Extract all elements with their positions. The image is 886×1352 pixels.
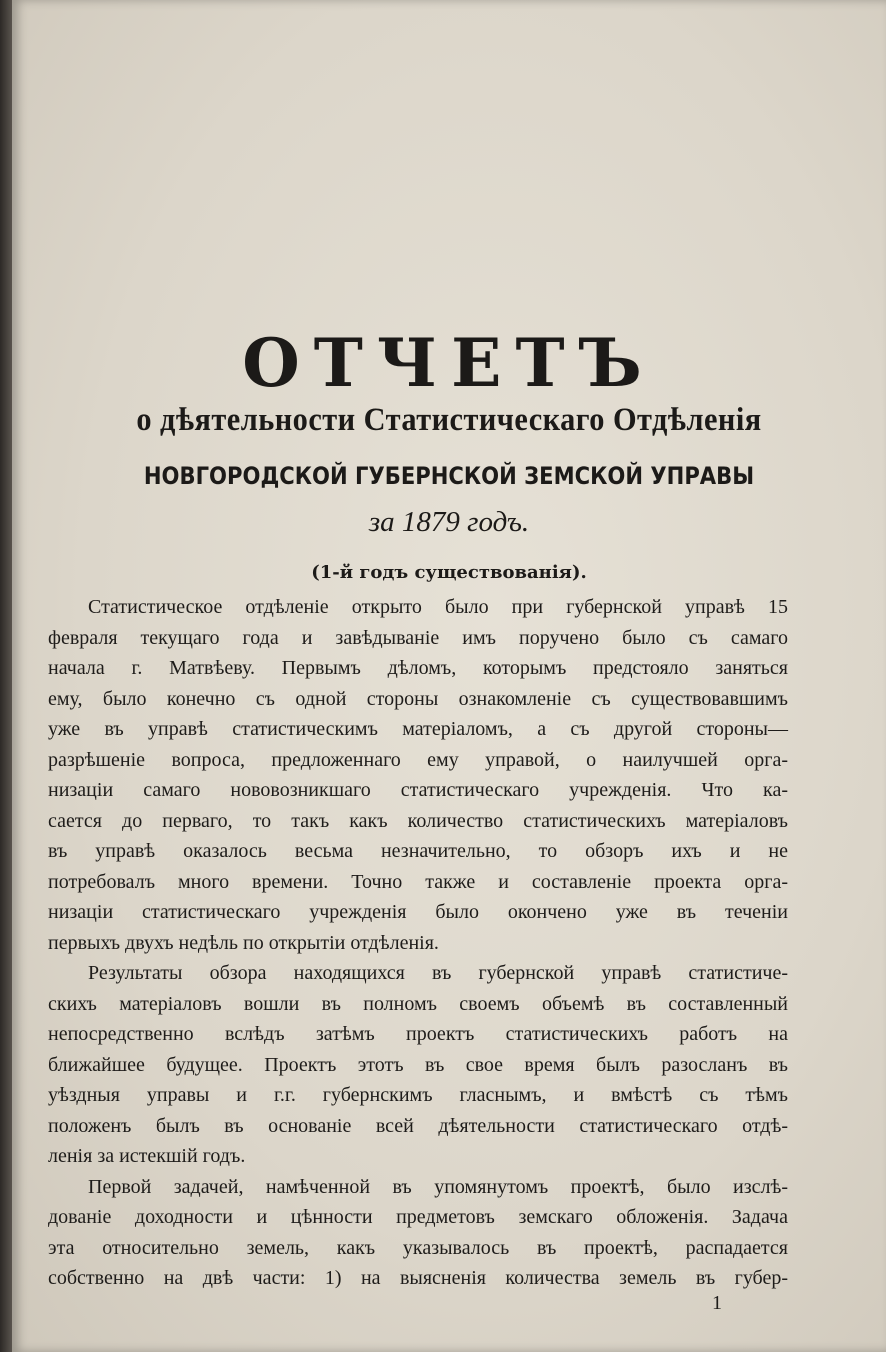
document-existence-note: (1-й годъ существованія). <box>311 562 587 583</box>
text-line: въ управѣ оказалось весьма незначительно, то обзоръ ихъ и не <box>48 840 788 862</box>
page-number: 1 <box>712 1292 722 1314</box>
document-subtitle: о дѣятельности Статистическаго Отдѣленія <box>136 402 762 438</box>
text-line: ленія за истекшій годъ. <box>48 1145 246 1167</box>
text-line: первыхъ двухъ недѣль по открытіи отдѣленія. <box>48 931 439 954</box>
text-line: сается до перваго, то такъ какъ количество статистическихъ матеріаловъ <box>48 809 788 832</box>
text-line: Результаты обзора находящихся въ губернской управѣ статистиче- <box>88 962 788 984</box>
text-line: разрѣшеніе вопроса, предложеннаго ему управой, о наилучшей орга- <box>48 748 788 771</box>
text-line: потребовалъ много времени. Точно также и составленіе проекта орга- <box>48 870 788 893</box>
text-line: непосредственно вслѣдъ затѣмъ проектъ статистическихъ работъ на <box>48 1023 788 1045</box>
text-line: Первой задачей, намѣченной въ упомянутомъ проектѣ, было изслѣ- <box>88 1175 788 1198</box>
text-line: начала г. Матвѣеву. Первымъ дѣломъ, которымъ предстояло заняться <box>48 657 788 679</box>
text-line: скихъ матеріаловъ вошли въ полномъ своемъ объемѣ въ составленный <box>48 992 788 1015</box>
text-line: уже въ управѣ статистическимъ матеріаломъ, а съ другой стороны— <box>48 718 788 740</box>
document-page <box>12 0 886 1352</box>
text-line: собственно на двѣ части: 1) на выясненія количества земель въ губер- <box>48 1267 788 1289</box>
text-line: низаціи статистическаго учрежденія было окончено уже въ теченіи <box>48 901 788 923</box>
text-line: Статистическое отдѣленіе открыто было при губернской управѣ 15 <box>88 596 788 618</box>
text-line: ему, было конечно съ одной стороны ознакомленіе съ существовавшимъ <box>48 687 788 710</box>
document-body <box>48 592 788 1294</box>
text-line: уѣздныя управы и г.г. губернскимъ гласнымъ, и вмѣстѣ съ тѣмъ <box>48 1084 788 1106</box>
document-organization: НОВГОРОДСКОЙ ГУБЕРНСКОЙ ЗЕМСКОЙ УПРАВЫ <box>143 462 755 490</box>
text-line: ближайшее будущее. Проектъ этотъ въ свое время былъ разосланъ въ <box>48 1053 788 1076</box>
text-line: низаціи самаго нововозникшаго статистическаго учрежденія. Что ка- <box>48 779 788 801</box>
document-title: ОТЧЕТЪ <box>242 324 656 402</box>
text-line: эта относительно земель, какъ указывалось въ проектѣ, распадается <box>48 1236 788 1259</box>
page-binding-edge <box>0 0 12 1352</box>
document-year: за 1879 годъ. <box>368 506 530 538</box>
text-line: февраля текущаго года и завѣдываніе имъ поручено было съ самаго <box>48 626 788 649</box>
text-line: положенъ былъ въ основаніе всей дѣятельности статистическаго отдѣ- <box>48 1114 788 1137</box>
text-line: дованіе доходности и цѣнности предметовъ земскаго обложенія. Задача <box>48 1206 788 1228</box>
